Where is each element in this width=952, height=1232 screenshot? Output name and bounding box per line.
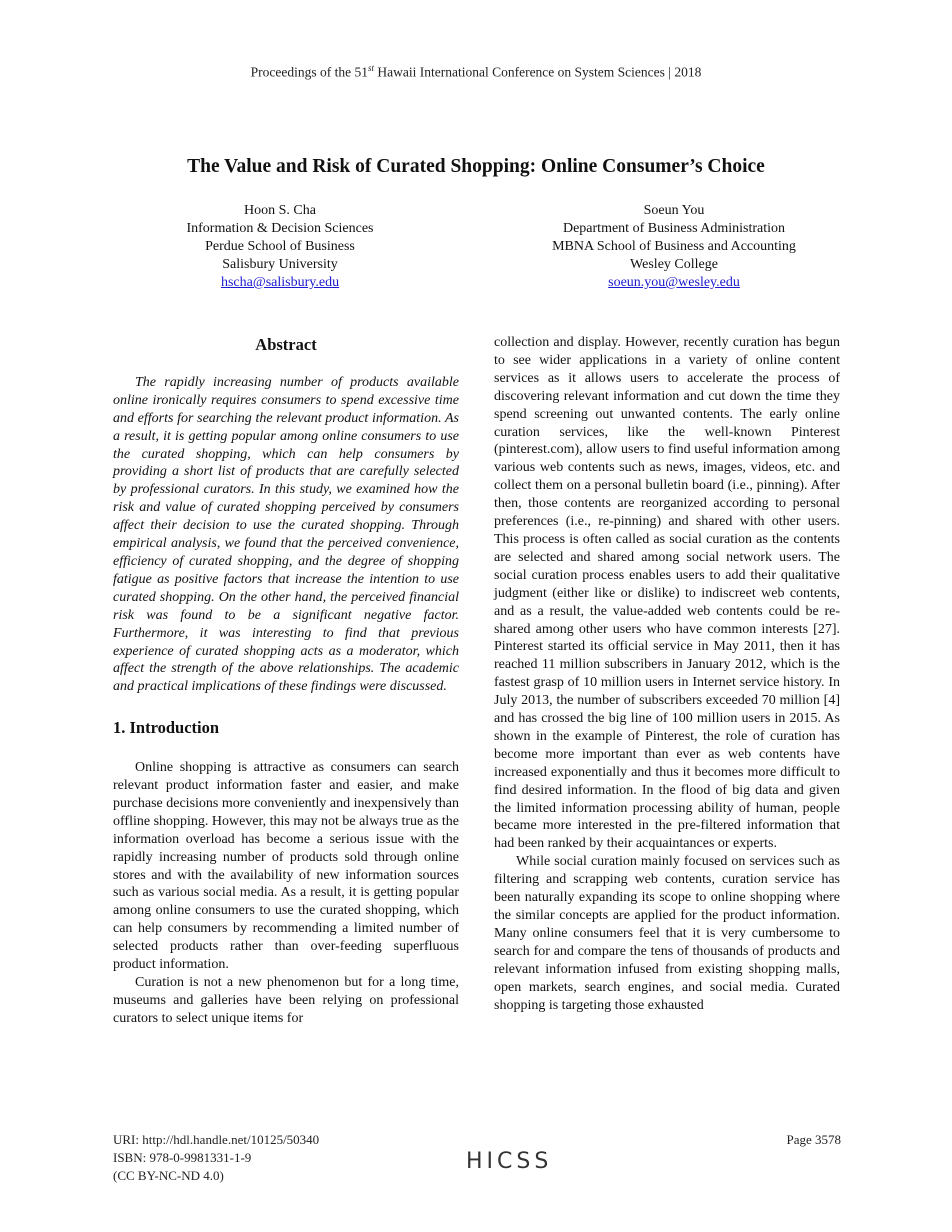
author-name: Soeun You xyxy=(643,203,705,218)
abstract-heading: Abstract xyxy=(255,335,317,354)
abstract-text: The rapidly increasing number of products available online ironically requires consumers to spend excessive time and efforts for searching the relevant product information. As a result, it is getting popular among online consumers to use the curated shopping, which can help consumers by providing a short list of products that are carefully selected by professional curators. In this study, we examined how the risk and value of curated shopping perceived by consumers affect their decision to use the curated shopping. Through empirical analysis, we found that the perceived convenience, efficiency of curated shopping, and the degree of shopping fatigue as positive factors that increase the intention to use curated shopping. On the other hand, the perceived financial risk was found to be a significant negative factor. Furthermore, it was interesting to find that previous experience of curated shopping acts as a moderator, which affect the strength of the above relationships. The academic and practical implications of these findings were discussed. xyxy=(113,374,459,695)
author-email-link[interactable]: hscha@salisbury.edu xyxy=(220,275,340,290)
right-column xyxy=(494,334,840,1014)
intro-paragraph-2: Curation is not a new phenomenon but for a long time, museums and galleries have been relying on professional curators to select unique items for xyxy=(113,975,459,1026)
footer-isbn: ISBN: 978-0-9981331-1-9 xyxy=(113,1150,252,1165)
intro-paragraph-3: While social curation mainly focused on services such as filtering and scrapping web contents, curation service has been naturally expanding its scope to online shopping where the similar concepts are applied for the product information. Many online consumers feel that it is very cumbersome to search for and compare the tens of thousands of products and relevant information infused from existing shopping malls, open markets, search engines, and social media. Curated shopping is targeting those exhausted xyxy=(494,854,840,1013)
header-text-rest: Hawaii International Conference on System Sciences | 2018 xyxy=(374,64,702,80)
footer-left xyxy=(113,1131,319,1185)
author-email-link[interactable]: soeun.you@wesley.edu xyxy=(608,275,740,290)
author-department: Department of Business Administration xyxy=(562,221,786,236)
header-text: Proceedings of the 51 xyxy=(250,64,368,80)
hicss-logo xyxy=(466,1147,558,1173)
paper-title: The Value and Risk of Curated Shopping: Online Consumer’s Choice xyxy=(187,156,765,177)
author-school: Perdue School of Business xyxy=(205,239,355,254)
footer-license: (CC BY-NC-ND 4.0) xyxy=(113,1168,224,1183)
author-name: Hoon S. Cha xyxy=(244,203,316,218)
section-heading-introduction: 1. Introduction xyxy=(113,718,220,738)
author-block-2 xyxy=(500,202,848,292)
header-superscript: st xyxy=(367,63,374,73)
footer-uri: URI: http://hdl.handle.net/10125/50340 xyxy=(113,1132,320,1147)
author-school: MBNA School of Business and Accounting xyxy=(552,239,796,254)
left-column xyxy=(113,334,459,1028)
author-university: Wesley College xyxy=(630,257,718,272)
author-university: Salisbury University xyxy=(222,257,338,272)
author-department: Information & Decision Sciences xyxy=(186,221,374,236)
logo-text: HICSS xyxy=(466,1149,553,1173)
running-header xyxy=(0,63,952,81)
footer-page-number: Page 3578 xyxy=(786,1132,841,1147)
intro-paragraph-1: Online shopping is attractive as consumers can search relevant product information faster and easier, and make purchase decisions more conveniently and inexpensively than offline shopping. However, this may not be always true as the information overload has become a serious issue with the rapidly increasing number of products sold through online stores and with the availability of new information sources such as various social media. As a result, it is getting popular among online consumers to use the curated shopping, which can help consumers by recommending a limited number of selected products rather than over-feeding superfluous product information. xyxy=(113,760,460,973)
author-block-1 xyxy=(130,202,430,292)
intro-paragraph-2-continued: collection and display. However, recently curation has begun to see wider applications in a variety of online content services as it allows users to accelerate the process of discovering relevant information and cut down the time they spend screening out unwanted contents. The early online curation services, like the well-known Pinterest (pinterest.com), allow users to find useful information among various web contents such as news, images, videos, etc. and collect them on a personal bulletin board (i.e., pinning). After then, those contents are reorganized according to personal preferences (i.e., re-pinning) and shared with other users. This process is often called as social curation as the contents are selected and shared among social network users. The social curation process enables users to add their qualitative judgment (either like or dislike) to indiscreet web contents, and as a result, the value-added web contents could be re-shared among other users who have common interests [27]. Pinterest started its official service in May 2011, then it has reached 11 million subscribers in January 2012, which is the fastest grasp of 10 million users in Internet service history. In July 2013, the number of subscribers exceeded 70 million [4] and has crossed the big line of 100 million users in 2015. As shown in the example of Pinterest, the role of curation has become more important than ever as web contents have increased exponentially and thus it becomes more difficult to find desired information. In the flood of big data and given the limited information processing ability of human, people became more interested in the pre-filtered information that had been ranked by their acquaintances or experts. xyxy=(494,335,840,852)
